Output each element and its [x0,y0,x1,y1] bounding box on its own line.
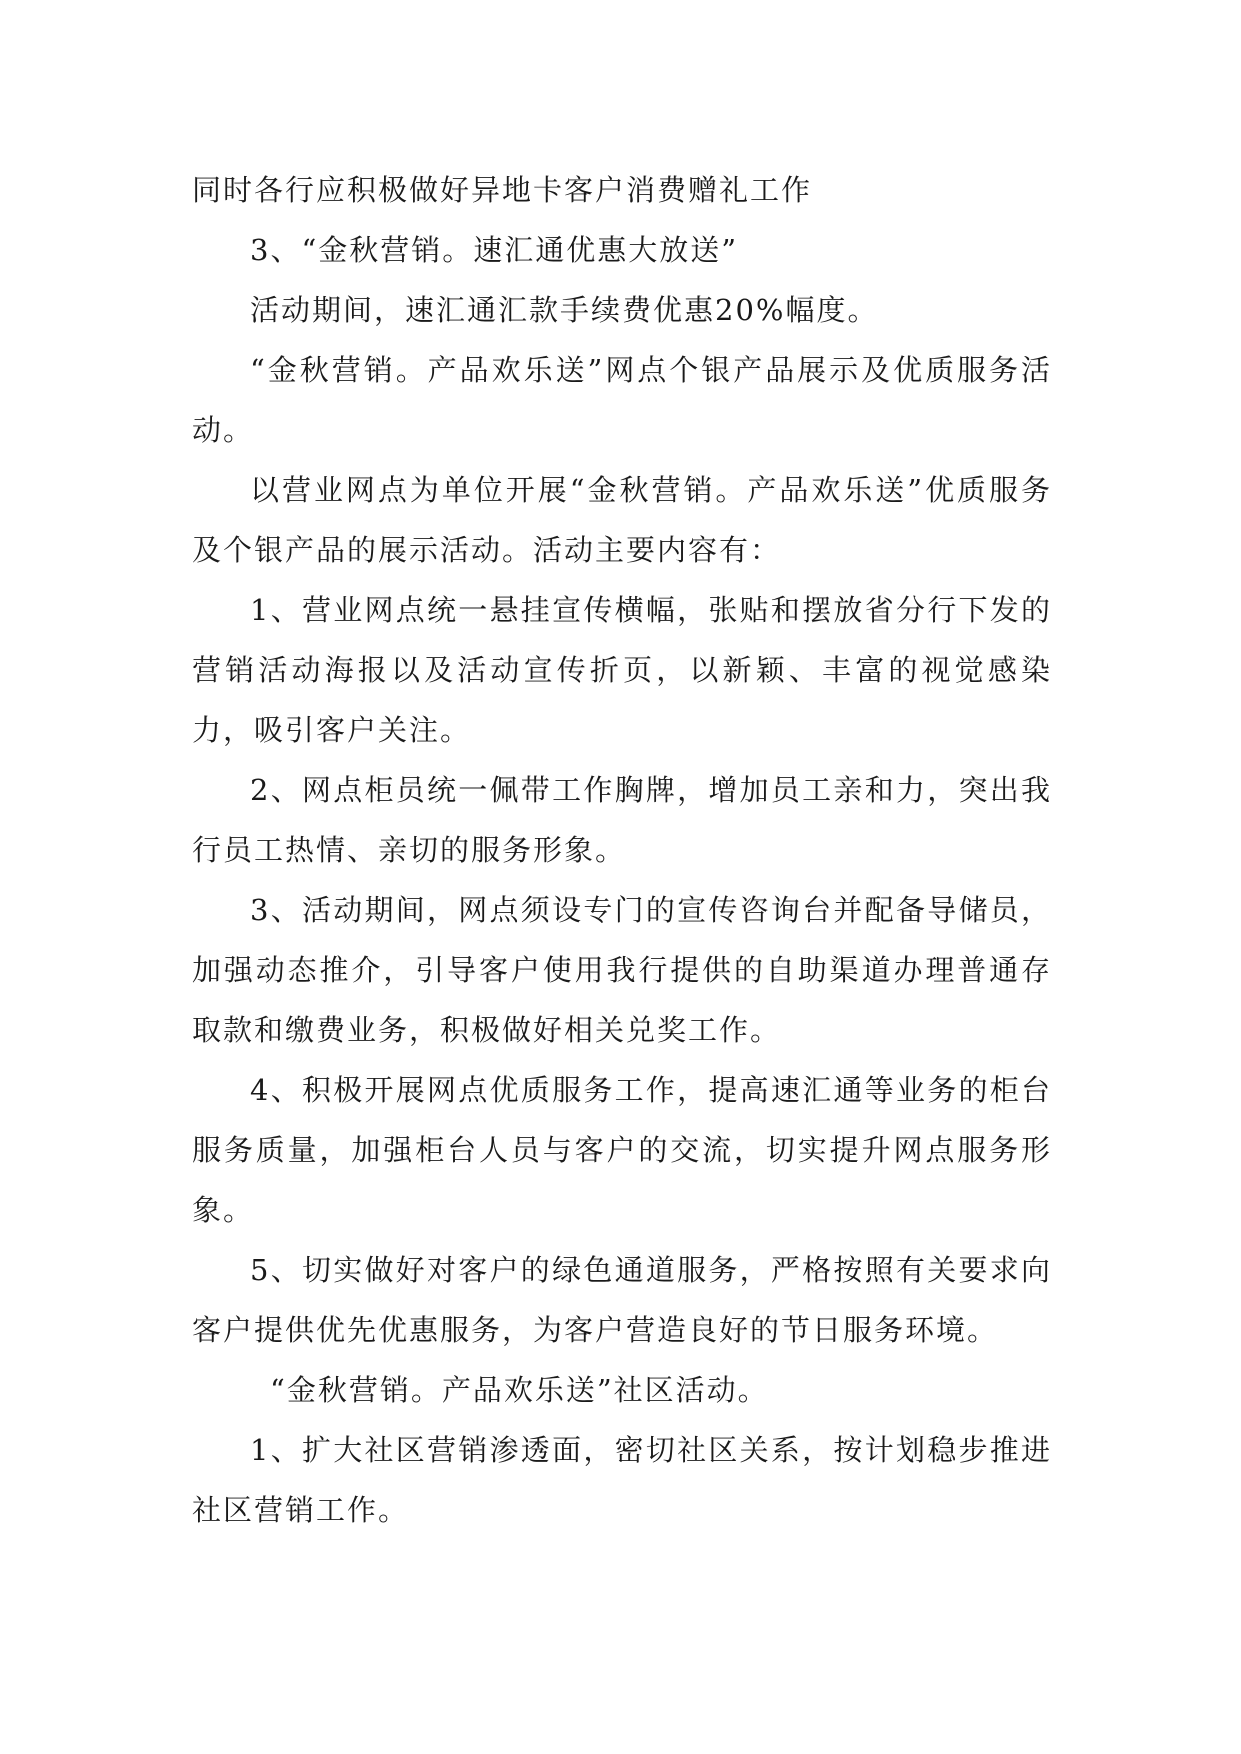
paragraph-11: “金秋营销。产品欢乐送”社区活动。 [270,1373,769,1407]
paragraph-6: 1、营业网点统一悬挂宣传横幅，张贴和摆放省分行下发的营销活动海报以及活动宣传折页，以新颖、丰富的视觉感染力，吸引客户关注。 [192,593,1052,747]
paragraph-2: 3、“金秋营销。速汇通优惠大放送” [250,233,739,267]
paragraph-5: 以营业网点为单位开展“金秋营销。产品欢乐送”优质服务及个银产品的展示活动。活动主要内容有： [192,473,1052,567]
paragraph-1: 同时各行应积极做好异地卡客户消费赠礼工作 [192,173,813,207]
paragraph-4: “金秋营销。产品欢乐送”网点个银产品展示及优质服务活动。 [192,353,1052,447]
paragraph-3: 活动期间，速汇通汇款手续费优惠20%幅度。 [250,293,879,327]
paragraph-12: 1、扩大社区营销渗透面，密切社区关系，按计划稳步推进社区营销工作。 [192,1433,1052,1527]
document-body [192,160,1052,1540]
paragraph-10: 5、切实做好对客户的绿色通道服务，严格按照有关要求向客户提供优先优惠服务，为客户营造良好的节日服务环境。 [192,1253,1052,1347]
paragraph-8: 3、活动期间，网点须设专门的宣传咨询台并配备导储员，加强动态推介，引导客户使用我行提供的自助渠道办理普通存取款和缴费业务，积极做好相关兑奖工作。 [192,893,1052,1047]
paragraph-7: 2、网点柜员统一佩带工作胸牌，增加员工亲和力，突出我行员工热情、亲切的服务形象。 [192,773,1052,867]
paragraph-9: 4、积极开展网点优质服务工作，提高速汇通等业务的柜台服务质量，加强柜台人员与客户的交流，切实提升网点服务形象。 [192,1073,1052,1227]
